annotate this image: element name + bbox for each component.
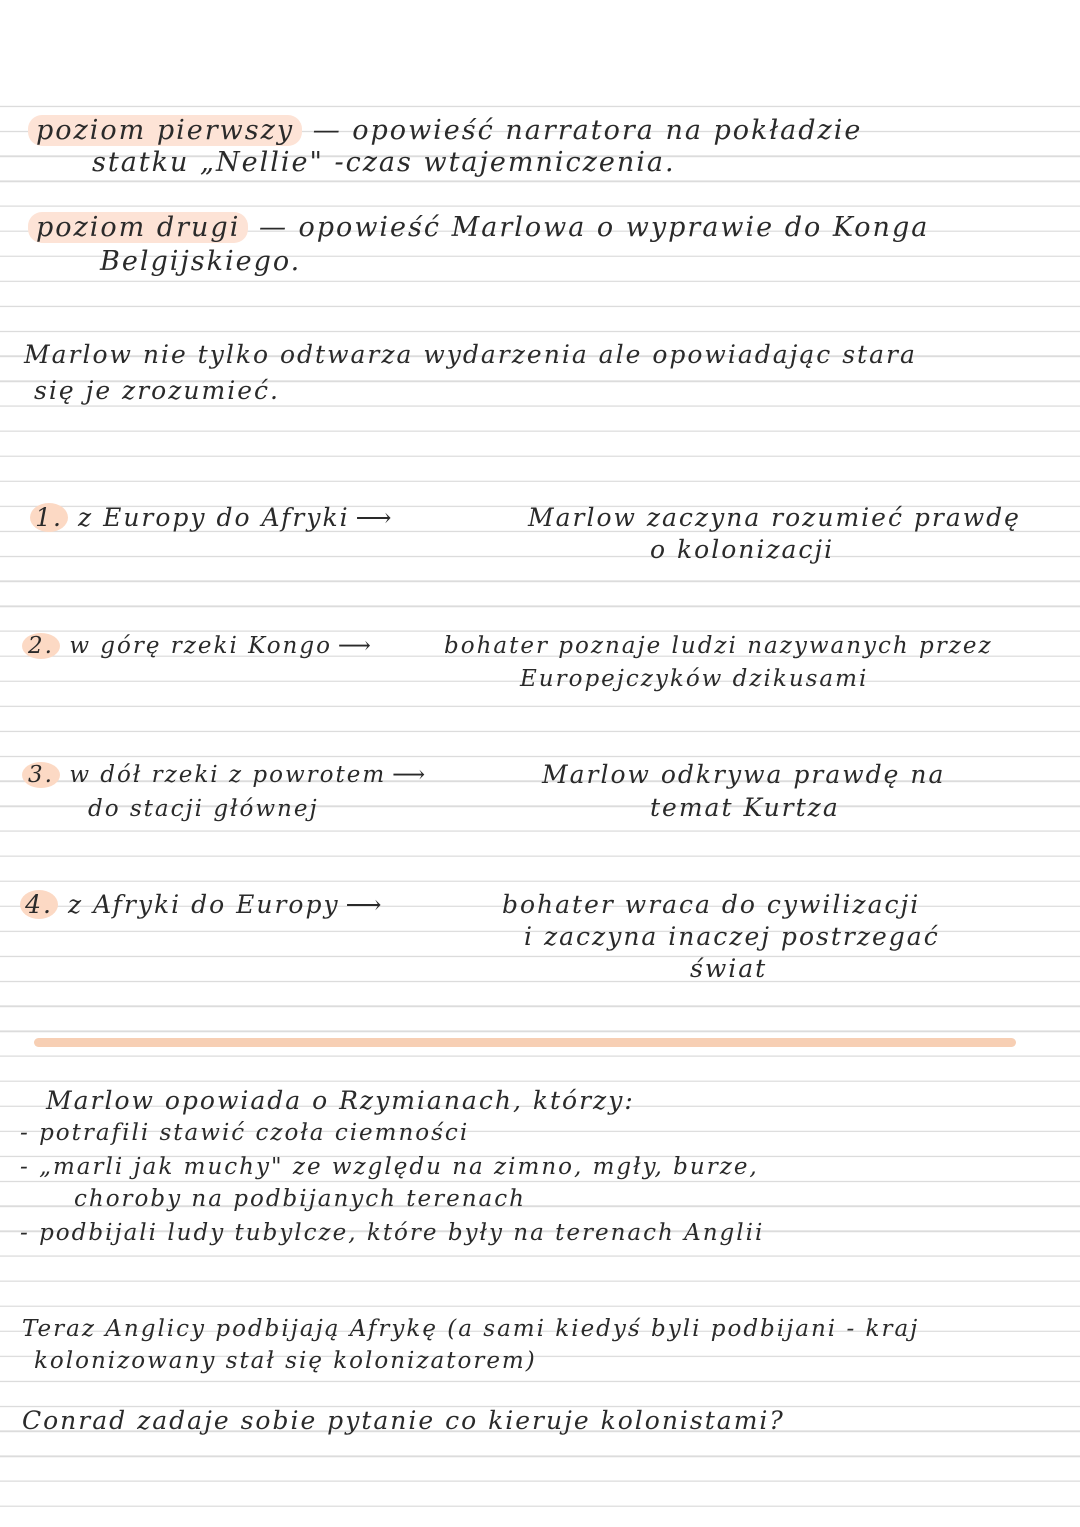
stage-1-result-2: o kolonizacji <box>650 535 835 564</box>
journey-stage-4 <box>20 890 387 919</box>
closing-line-1: Teraz Anglicy podbijają Afrykę (a sami kiedyś byli podbijani - kraj <box>22 1316 920 1342</box>
page-top-margin <box>0 0 1080 100</box>
romans-intro: Marlow opowiada o Rzymianach, którzy: <box>46 1086 635 1115</box>
arrow-right-icon: ⟶ <box>355 503 392 532</box>
stage-3-from-to: w dół rzeki z powrotem <box>69 762 387 788</box>
stage-4-result-2: i zaczyna inaczej postrzegać <box>524 922 940 951</box>
stage-4-from-to: z Afryki do Europy <box>67 890 340 919</box>
stage-4-result-3: świat <box>690 954 768 983</box>
stage-1-result-1: Marlow zaczyna rozumieć prawdę <box>528 503 1021 532</box>
level-second-label: poziom drugi <box>28 212 248 243</box>
level-second-line-1 <box>28 212 929 243</box>
stage-number-4: 4. <box>20 890 58 919</box>
stage-1-from-to: z Europy do Afryki <box>77 503 350 532</box>
level-first-text-1: — opowieść narratora na pokładzie <box>312 115 863 146</box>
romans-bullet-2: - „marli jak muchy" ze względu na zimno, mgły, burze, <box>20 1154 759 1180</box>
stage-number-1: 1. <box>30 503 68 532</box>
stage-number-2: 2. <box>22 633 60 659</box>
level-first-text-2: statku „Nellie" -czas wtajemniczenia. <box>92 147 676 178</box>
stage-number-3: 3. <box>22 762 60 788</box>
journey-stage-1 <box>30 503 397 532</box>
arrow-right-icon: ⟶ <box>392 762 426 788</box>
level-second-text-2: Belgijskiego. <box>100 246 302 277</box>
stage-3-from-to-2: do stacji głównej <box>88 796 319 822</box>
arrow-right-icon: ⟶ <box>345 890 382 919</box>
marlow-note-line-1: Marlow nie tylko odtwarza wydarzenia ale opowiadając stara <box>24 340 917 369</box>
stage-2-from-to: w górę rzeki Kongo <box>69 633 332 659</box>
level-first-label: poziom pierwszy <box>28 115 302 146</box>
stage-4-result-1: bohater wraca do cywilizacji <box>502 890 921 919</box>
level-first-line-1 <box>28 115 862 146</box>
romans-bullet-1: - potrafili stawić czoła ciemności <box>20 1120 470 1146</box>
level-second-text-1: — opowieść Marlowa o wyprawie do Konga <box>258 212 930 243</box>
closing-line-2: kolonizowany stał się kolonizatorem) <box>34 1348 537 1374</box>
section-divider <box>34 1038 1016 1047</box>
stage-2-result-1: bohater poznaje ludzi nazywanych przez <box>444 633 993 659</box>
journey-stage-3 <box>22 762 431 788</box>
stage-3-result-1: Marlow odkrywa prawdę na <box>542 760 946 789</box>
journey-stage-2 <box>22 633 377 659</box>
stage-2-result-2: Europejczyków dzikusami <box>520 666 869 692</box>
closing-question: Conrad zadaje sobie pytanie co kieruje kolonistami? <box>22 1406 785 1435</box>
arrow-right-icon: ⟶ <box>337 633 371 659</box>
marlow-note-line-2: się je zrozumieć. <box>34 376 280 405</box>
romans-bullet-3: - podbijali ludy tubylcze, które były na terenach Anglii <box>20 1220 765 1246</box>
stage-3-result-2: temat Kurtza <box>650 793 840 822</box>
romans-bullet-2-cont: choroby na podbijanych terenach <box>74 1186 526 1212</box>
